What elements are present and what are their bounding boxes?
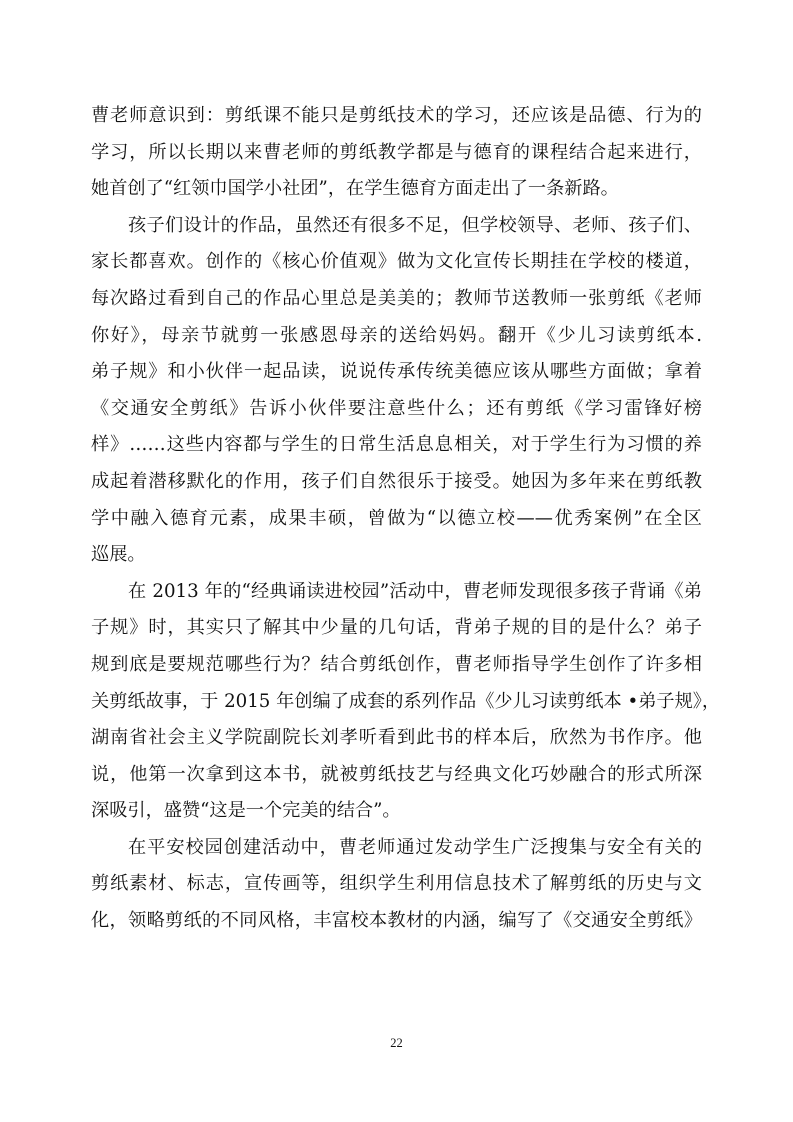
text-line: 弟子规》和小伙伴一起品读，说说传承传统美德应该从哪些方面做；拿着	[91, 361, 702, 383]
text-line: 在平安校园创建活动中，曹老师通过发动学生广泛搜集与安全有关的	[128, 836, 702, 858]
page-number: 22	[390, 1036, 403, 1050]
text-line: 规到底是要规范哪些行为？结合剪纸创作，曹老师指导学生创作了许多相	[91, 653, 702, 675]
paragraph	[91, 208, 702, 574]
text-line: 子规》时，其实只了解其中少量的几句话，背弟子规的目的是什么？弟子	[91, 617, 702, 639]
text-line: 在 2013 年的“经典诵读进校园”活动中，曹老师发现很多孩子背诵《弟	[128, 580, 702, 602]
text-line: 关剪纸故事，于 2015 年创编了成套的系列作品《少儿习读剪纸本 •弟子规》，	[91, 690, 721, 712]
text-line: 每次路过看到自己的作品心里总是美美的；教师节送教师一张剪纸《老师	[91, 287, 702, 309]
paragraph	[91, 830, 702, 940]
text-line: 家长都喜欢。创作的《核心价值观》做为文化宣传长期挂在学校的楼道，	[91, 251, 702, 273]
text-line: 巡展。	[91, 544, 146, 566]
text-line: 说，他第一次拿到这本书，就被剪纸技艺与经典文化巧妙融合的形式所深	[91, 763, 702, 785]
text-line: 学习，所以长期以来曹老师的剪纸教学都是与德育的课程结合起来进行，	[91, 141, 702, 163]
text-line: 剪纸素材、标志，宣传画等，组织学生利用信息技术了解剪纸的历史与文	[91, 873, 702, 895]
text-line: 深吸引，盛赞“这是一个完美的结合”。	[91, 800, 401, 822]
text-line: 你好》，母亲节就剪一张感恩母亲的送给妈妈。翻开《少儿习读剪纸本.	[91, 324, 702, 346]
paragraph	[91, 98, 702, 208]
text-line: 湖南省社会主义学院副院长刘孝听看到此书的样本后，欣然为书作序。他	[91, 727, 702, 749]
text-line: 孩子们设计的作品，虽然还有很多不足，但学校领导、老师、孩子们、	[128, 214, 702, 236]
text-line: 化，领略剪纸的不同风格，丰富校本教材的内涵，编写了《交通安全剪纸》	[91, 910, 702, 932]
text-line: 她首创了“红领巾国学小社团”，在学生德育方面走出了一条新路。	[91, 178, 619, 200]
text-line: 曹老师意识到：剪纸课不能只是剪纸技术的学习，还应该是品德、行为的	[91, 105, 702, 126]
body-text	[91, 98, 721, 940]
paragraph	[91, 574, 721, 830]
text-line: 学中融入德育元素，成果丰硕，曾做为“以德立校——优秀案例”在全区	[91, 507, 702, 529]
text-line: 成起着潜移默化的作用，孩子们自然很乐于接受。她因为多年来在剪纸教	[91, 470, 702, 492]
text-line: 样》……这些内容都与学生的日常生活息息相关，对于学生行为习惯的养	[91, 434, 702, 456]
text-line: 《交通安全剪纸》告诉小伙伴要注意些什么；还有剪纸《学习雷锋好榜	[91, 397, 702, 419]
